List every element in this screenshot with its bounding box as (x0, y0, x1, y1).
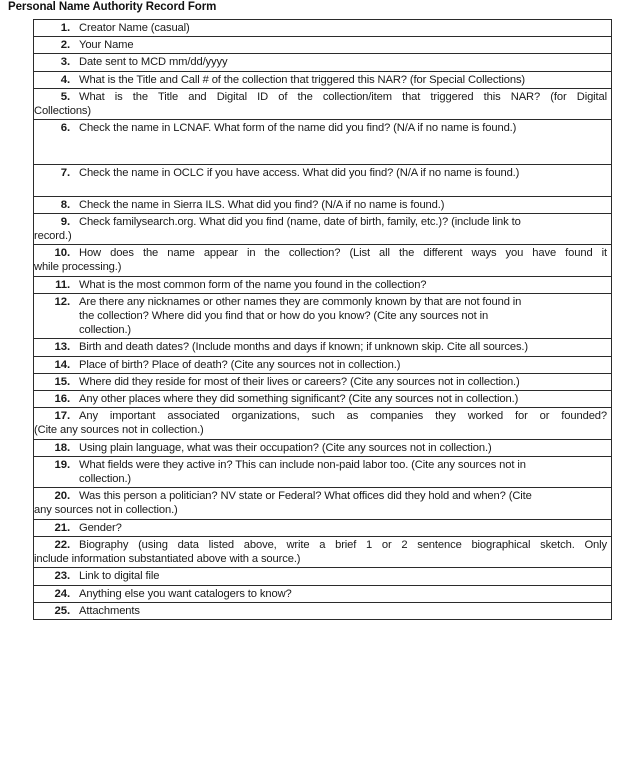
question-number: 12. (54, 295, 70, 308)
table-row (34, 196, 612, 213)
question-body (34, 586, 611, 602)
table-row (34, 536, 612, 567)
answer-space[interactable] (34, 135, 607, 163)
question-body (34, 568, 611, 584)
question-text: What is the Title and Call # of the collection that triggered this NAR? (for Special Collections) (79, 73, 526, 86)
question-number: 3. (60, 56, 70, 69)
question-cell[interactable] (34, 37, 612, 54)
question-cell[interactable] (34, 213, 612, 244)
question-cell[interactable] (34, 519, 612, 536)
question-text-line: collection.) (79, 324, 132, 337)
question-body (34, 120, 611, 164)
question-text-line: any sources not in collection.) (34, 504, 178, 517)
question-body (34, 37, 611, 53)
question-cell[interactable] (34, 71, 612, 88)
question-cell[interactable] (34, 54, 612, 71)
question-text (34, 90, 607, 118)
question-number: 25. (54, 604, 70, 617)
question-text-line: What fields were they active in? This can include non-paid labor too. (Cite any sources not in (79, 458, 526, 471)
table-row (34, 391, 612, 408)
table-row (34, 88, 612, 119)
question-body (34, 488, 611, 518)
question-cell[interactable] (34, 20, 612, 37)
question-cell[interactable] (34, 356, 612, 373)
question-text (34, 409, 607, 437)
question-text-line: Collections) (34, 105, 92, 118)
table-row (34, 602, 612, 619)
question-text: Using plain language, what was their occupation? (Cite any sources not in collection.) (79, 441, 492, 454)
page-title: Personal Name Authority Record Form (8, 1, 217, 13)
question-body (34, 165, 611, 195)
question-number: 22. (54, 538, 70, 551)
question-body (34, 339, 611, 355)
table-row (34, 408, 612, 439)
question-text-line: Biography (using data listed above, write a brief 1 or 2 sentence biographical sketch. Only (79, 538, 607, 551)
question-number: 20. (54, 490, 70, 503)
form-question-table (33, 19, 612, 620)
question-number: 1. (60, 22, 70, 34)
table-row (34, 120, 612, 165)
question-number: 7. (60, 167, 70, 180)
question-text: Gender? (79, 521, 122, 534)
question-cell[interactable] (34, 536, 612, 567)
question-text: Check the name in Sierra ILS. What did you find? (N/A if no name is found.) (79, 198, 445, 211)
question-text: Where did they reside for most of their lives or careers? (Cite any sources not in collection.) (79, 375, 520, 388)
question-number: 21. (54, 521, 70, 534)
question-body (34, 408, 611, 438)
question-text-line: collection.) (79, 473, 132, 486)
table-row (34, 37, 612, 54)
question-text (34, 458, 607, 486)
question-text: Date sent to MCD mm/dd/yyyy (79, 56, 228, 69)
question-text-line: Was this person a politician? NV state or Federal? What offices did they hold and when? (Cite (79, 490, 532, 503)
question-number: 10. (54, 247, 70, 260)
question-text-line: Are there any nicknames or other names they are commonly known by that are not found in (79, 295, 522, 308)
form-question-rows (34, 20, 612, 620)
question-number: 19. (54, 458, 70, 471)
question-text-line: What is the Title and Digital ID of the collection/item that triggered this NAR? (for Digital (79, 90, 607, 103)
question-text: Attachments (79, 604, 140, 617)
question-body (34, 294, 611, 339)
table-row (34, 339, 612, 356)
question-number: 23. (54, 570, 70, 583)
question-text (34, 489, 607, 517)
question-cell[interactable] (34, 245, 612, 276)
question-cell[interactable] (34, 391, 612, 408)
question-text: Anything else you want catalogers to know? (79, 587, 292, 600)
question-number: 14. (54, 358, 70, 371)
question-cell[interactable] (34, 276, 612, 293)
question-body (34, 54, 611, 70)
question-text-line: the collection? Where did you find that or how do you know? (Cite any sources not in (79, 310, 489, 323)
question-number: 8. (60, 198, 70, 211)
question-text: Creator Name (casual) (79, 22, 190, 34)
table-row (34, 373, 612, 390)
table-row (34, 245, 612, 276)
question-text-line: record.) (34, 230, 72, 243)
question-number: 4. (60, 73, 70, 86)
question-number: 2. (60, 39, 70, 52)
question-text: Check the name in LCNAF. What form of the name did you find? (N/A if no name is found.) (79, 122, 517, 135)
question-body (34, 391, 611, 407)
question-cell[interactable] (34, 196, 612, 213)
question-number: 6. (60, 122, 70, 135)
table-row (34, 439, 612, 456)
question-body (34, 214, 611, 244)
question-number: 5. (60, 90, 70, 103)
question-text-line: (Cite any sources not in collection.) (34, 424, 204, 437)
question-number: 24. (54, 587, 70, 600)
table-row (34, 568, 612, 585)
question-text-line: How does the name appear in the collection? (List all the different ways you have found it (79, 247, 607, 260)
question-cell[interactable] (34, 339, 612, 356)
question-cell[interactable] (34, 408, 612, 439)
question-body (34, 277, 611, 293)
answer-space[interactable] (34, 181, 607, 195)
question-number: 18. (54, 441, 70, 454)
question-cell[interactable] (34, 165, 612, 196)
table-row (34, 165, 612, 196)
question-number: 11. (55, 278, 70, 291)
question-number: 16. (54, 393, 70, 406)
question-body (34, 537, 611, 567)
question-body (34, 603, 611, 619)
question-text: Your Name (79, 39, 134, 52)
question-cell[interactable] (34, 585, 612, 602)
question-cell[interactable] (34, 439, 612, 456)
question-text: What is the most common form of the name you found in the collection? (79, 278, 427, 291)
table-row (34, 213, 612, 244)
table-row (34, 276, 612, 293)
question-text-line: include information substantiated above with a source.) (34, 553, 301, 566)
question-number: 17. (54, 410, 70, 423)
question-text: Check the name in OCLC if you have access. What did you find? (N/A if no name is found.) (79, 167, 520, 180)
question-body (34, 357, 611, 373)
question-text: Any other places where they did something significant? (Cite any sources not in collection.) (79, 393, 519, 406)
question-cell[interactable] (34, 88, 612, 119)
table-row (34, 456, 612, 487)
question-text-line: while processing.) (34, 261, 122, 274)
question-body (34, 245, 611, 275)
table-row (34, 356, 612, 373)
question-cell[interactable] (34, 373, 612, 390)
question-cell[interactable] (34, 488, 612, 519)
question-body (34, 89, 611, 119)
question-number: 9. (60, 215, 70, 228)
question-cell[interactable] (34, 293, 612, 339)
question-body (34, 20, 611, 36)
question-body (34, 197, 611, 213)
question-body (34, 72, 611, 88)
question-text (34, 538, 607, 566)
question-text: Place of birth? Place of death? (Cite any sources not in collection.) (79, 358, 401, 371)
question-cell[interactable] (34, 568, 612, 585)
question-number: 15. (54, 375, 70, 388)
question-text (34, 295, 607, 338)
table-row (34, 585, 612, 602)
table-row (34, 293, 612, 339)
table-row (34, 20, 612, 37)
question-cell[interactable] (34, 120, 612, 165)
question-text (34, 215, 607, 243)
question-text-line: Any important associated organizations, such as companies they worked for or founded? (79, 410, 607, 423)
question-text: Link to digital file (79, 570, 160, 583)
table-row (34, 54, 612, 71)
question-body (34, 374, 611, 390)
question-body (34, 520, 611, 536)
table-row (34, 488, 612, 519)
question-cell[interactable] (34, 602, 612, 619)
question-text (34, 246, 607, 274)
question-number: 13. (54, 341, 70, 354)
question-body (34, 457, 611, 487)
table-row (34, 519, 612, 536)
question-text-line: Check familysearch.org. What did you find (name, date of birth, family, etc.)? (include link to (79, 215, 521, 228)
question-text: Birth and death dates? (Include months and days if known; if unknown skip. Cite all sources.) (79, 341, 529, 354)
question-body (34, 440, 611, 456)
table-row (34, 71, 612, 88)
question-cell[interactable] (34, 456, 612, 487)
